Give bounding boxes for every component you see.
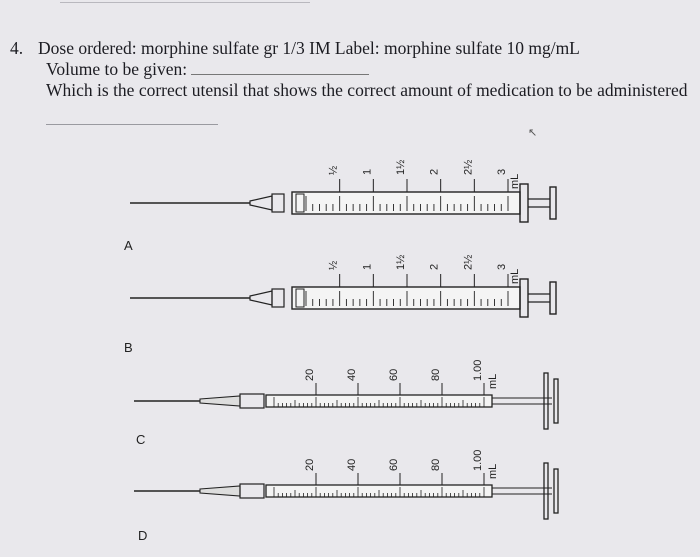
volume-label: Volume to be given: (46, 59, 188, 79)
luer-lock (272, 289, 284, 307)
luer-lock (272, 194, 284, 212)
scale-label: 1.00 (472, 449, 484, 471)
scale-label: 60 (388, 458, 400, 471)
flange (544, 373, 548, 429)
scale-label: 3 (496, 263, 508, 270)
option-d-label[interactable]: D (138, 528, 148, 543)
scale-label: 1½ (395, 254, 407, 270)
scale-label: 2½ (462, 254, 475, 270)
scale-label: 2½ (462, 159, 475, 175)
scale-label: 2 (428, 263, 441, 270)
utensil-question: Which is the correct utensil that shows the correct amount of medication to be administered (46, 80, 688, 100)
scale-label: ½ (327, 260, 340, 270)
needle-hub (200, 486, 240, 496)
option-c-label[interactable]: C (136, 432, 146, 447)
scale-label: 80 (430, 368, 442, 381)
luer-lock (240, 394, 264, 408)
scale-label: ½ (327, 165, 340, 175)
syringe-b (130, 255, 556, 317)
unit-label: mL (509, 268, 521, 284)
needle-hub (250, 291, 272, 305)
flange (520, 279, 528, 317)
scale-label: 20 (304, 368, 316, 381)
syringe-c (134, 360, 558, 429)
scale-label: 1 (361, 168, 374, 175)
scale-label: 1.00 (472, 359, 484, 381)
dose-text: Dose ordered: morphine sulfate gr 1/3 IM Label: morphine sulfate 10 mg/mL (38, 38, 580, 58)
scale-label: 60 (388, 368, 400, 381)
syringe-a (130, 160, 556, 222)
unit-label: mL (487, 373, 499, 389)
scale-label: 1 (361, 263, 374, 270)
plunger-head (550, 282, 556, 314)
plunger-head (550, 187, 556, 219)
scale-label: 2 (428, 168, 441, 175)
flange (520, 184, 528, 222)
unit-label: mL (487, 463, 499, 479)
scale-label: 40 (346, 368, 358, 381)
plunger-head (554, 379, 558, 423)
scale-label: 3 (496, 168, 508, 175)
cursor-icon: ↖ (528, 126, 538, 139)
option-a-label[interactable]: A (124, 238, 133, 253)
scale-label: 1½ (395, 159, 407, 175)
plunger-head (554, 469, 558, 513)
flange (544, 463, 548, 519)
question-number: 4. (10, 38, 24, 58)
luer-lock (240, 484, 264, 498)
unit-label: mL (509, 173, 521, 189)
needle-hub (200, 396, 240, 406)
needle-hub (250, 196, 272, 210)
syringe-d (134, 450, 558, 519)
scale-label: 80 (430, 458, 442, 471)
scale-label: 40 (346, 458, 358, 471)
option-b-label[interactable]: B (124, 340, 133, 355)
scale-label: 20 (304, 458, 316, 471)
